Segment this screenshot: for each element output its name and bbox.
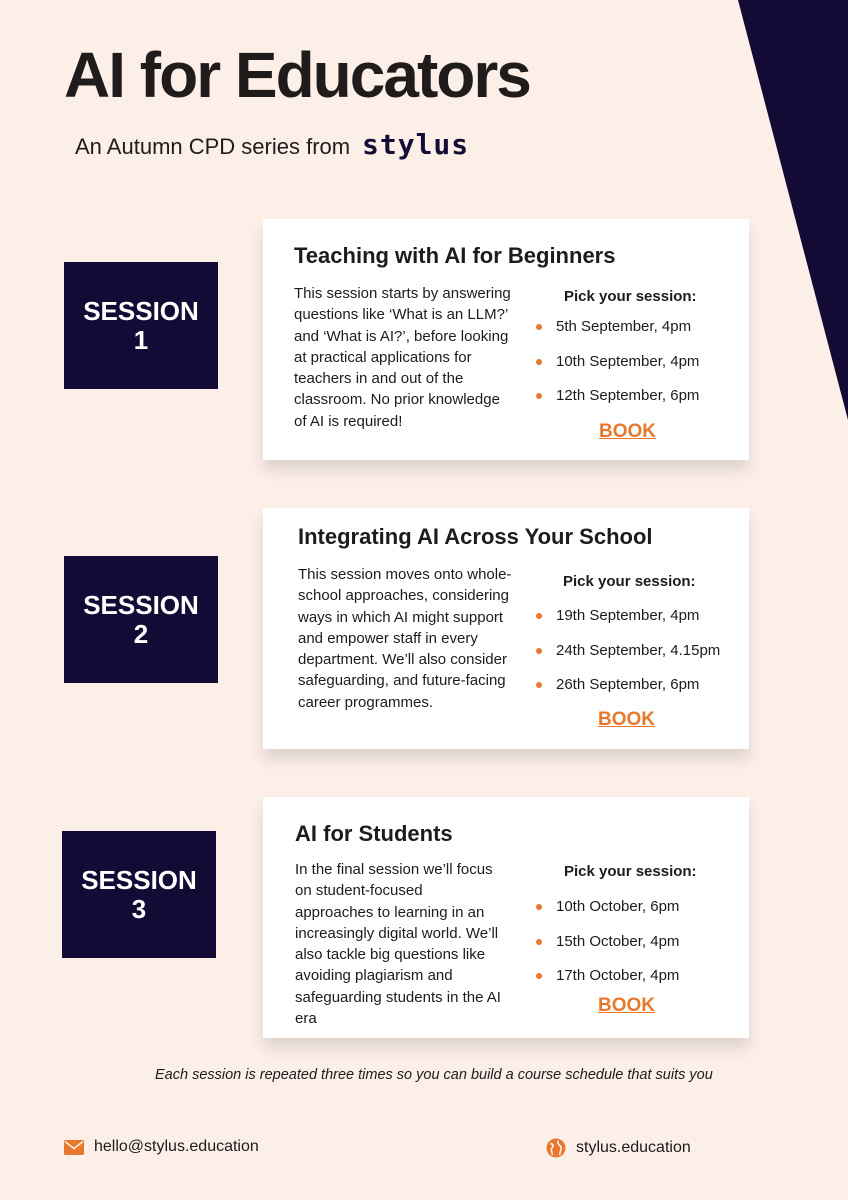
page-subtitle: An Autumn CPD series from — [75, 134, 351, 159]
session-date: 10th October, 6pm — [536, 898, 679, 933]
session-date: 24th September, 4.15pm — [536, 642, 720, 677]
decorative-corner-shape — [738, 0, 848, 420]
session-date: 5th September, 4pm — [536, 318, 699, 353]
session-3-badge — [62, 831, 216, 958]
session-1-badge — [64, 262, 218, 389]
page-title: AI for Educators — [64, 39, 530, 111]
book-button[interactable]: BOOK — [598, 709, 655, 730]
brand-logo: stylus — [362, 128, 470, 161]
session-description: This session starts by answering questions like ‘What is an LLM?’ and ‘What is AI?’, before looking at practical applications for teachers in and out of the classroom. No prior knowledge of AI is required! — [294, 285, 511, 430]
session-description: This session moves onto whole-school approaches, considering ways in which AI might support and empower staff in every department. We’ll also consider safeguarding, and future-facing career programmes. — [298, 566, 512, 711]
session-title: AI for Students — [295, 821, 453, 846]
globe-icon — [546, 1138, 566, 1158]
pick-session-label: Pick your session: — [564, 288, 697, 305]
session-2-badge — [64, 556, 218, 683]
website-link[interactable]: stylus.education — [576, 1139, 691, 1156]
session-title: Integrating AI Across Your School — [298, 524, 653, 549]
session-date: 15th October, 4pm — [536, 933, 679, 968]
session-date: 19th September, 4pm — [536, 607, 720, 642]
session-dates-list — [536, 898, 679, 1002]
footnote: Each session is repeated three times so you can build a course schedule that suits you — [155, 1067, 713, 1083]
session-2-card — [263, 508, 749, 749]
footer-website[interactable] — [546, 1138, 691, 1158]
session-date: 26th September, 6pm — [536, 676, 720, 711]
session-badge-number: 2 — [133, 618, 149, 649]
envelope-icon — [64, 1140, 84, 1155]
footer-email[interactable] — [64, 1138, 259, 1156]
session-1-card — [263, 219, 749, 460]
book-button[interactable]: BOOK — [599, 421, 656, 442]
session-description: In the final session we’ll focus on student-focused approaches to learning in an increasingly digital world. We’ll also tackle big questions like avoiding plagiarism and safeguarding students in the AI era — [295, 861, 501, 1028]
session-date: 12th September, 6pm — [536, 387, 699, 422]
book-button[interactable]: BOOK — [598, 995, 655, 1016]
session-title: Teaching with AI for Beginners — [294, 243, 616, 268]
session-badge-label: SESSION — [81, 864, 197, 895]
session-3-card — [263, 797, 749, 1038]
session-date: 17th October, 4pm — [536, 967, 679, 1002]
session-badge-number: 3 — [131, 893, 147, 924]
session-badge-label: SESSION — [83, 295, 199, 326]
session-badge-number: 1 — [133, 324, 149, 355]
session-badge-label: SESSION — [83, 589, 199, 620]
session-dates-list — [536, 607, 720, 711]
pick-session-label: Pick your session: — [563, 573, 696, 590]
pick-session-label: Pick your session: — [564, 863, 697, 880]
session-date: 10th September, 4pm — [536, 353, 699, 388]
session-dates-list — [536, 318, 699, 422]
email-link[interactable]: hello@stylus.education — [94, 1138, 259, 1155]
